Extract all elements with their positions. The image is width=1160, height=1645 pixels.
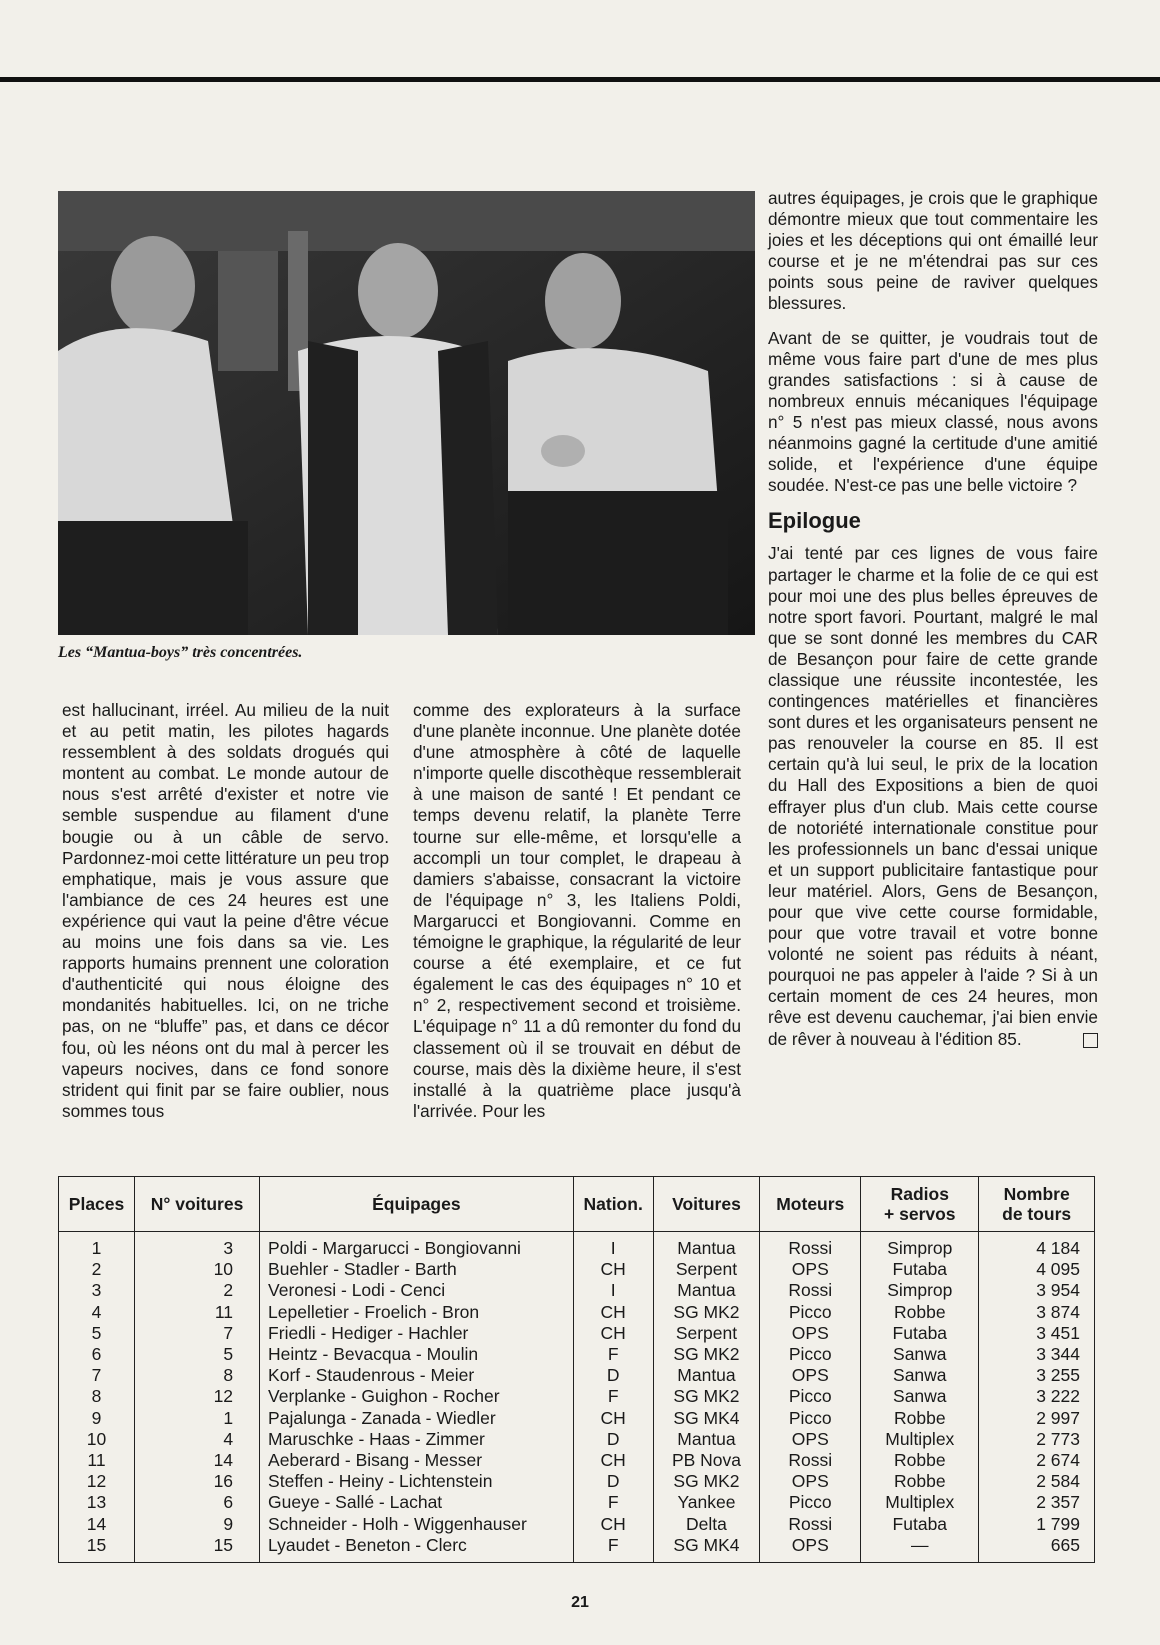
cell-teams: Poldi - Margarucci - Bongiovanni [260,1232,574,1260]
cell-radios: Robbe [861,1450,979,1471]
cell-cars: Delta [653,1514,760,1535]
cell-radios: Futaba [861,1323,979,1344]
photo-caption: Les “Mantua-boys” très concentrées. [58,644,303,661]
epilogue-heading: Epilogue [768,508,861,534]
cell-engines: Rossi [760,1232,861,1260]
cell-radios: Simprop [861,1232,979,1260]
table-row [59,1302,1095,1323]
cell-places: 11 [59,1450,135,1471]
cell-nation: F [573,1386,653,1407]
cell-car-number: 4 [135,1429,260,1450]
cell-laps: 3 255 [979,1365,1095,1386]
table-row [59,1471,1095,1492]
cell-cars: Serpent [653,1323,760,1344]
cell-teams: Buehler - Stadler - Barth [260,1259,574,1280]
cell-engines: Rossi [760,1280,861,1301]
cell-radios: Simprop [861,1280,979,1301]
cell-radios: Sanwa [861,1365,979,1386]
cell-radios: Robbe [861,1471,979,1492]
cell-places: 2 [59,1259,135,1280]
cell-cars: SG MK2 [653,1386,760,1407]
cell-teams: Pajalunga - Zanada - Wiedler [260,1408,574,1429]
cell-car-number: 11 [135,1302,260,1323]
photo-mantua-boys [58,191,755,635]
cell-places: 5 [59,1323,135,1344]
cell-radios: — [861,1535,979,1563]
cell-engines: Picco [760,1408,861,1429]
cell-car-number: 3 [135,1232,260,1260]
cell-places: 15 [59,1535,135,1563]
cell-car-number: 7 [135,1323,260,1344]
table-header-row [59,1177,1095,1232]
cell-radios: Futaba [861,1259,979,1280]
cell-car-number: 6 [135,1492,260,1513]
cell-radios: Robbe [861,1408,979,1429]
cell-places: 10 [59,1429,135,1450]
cell-nation: CH [573,1450,653,1471]
cell-teams: Veronesi - Lodi - Cenci [260,1280,574,1301]
cell-places: 6 [59,1344,135,1365]
cell-cars: SG MK2 [653,1344,760,1365]
cell-nation: CH [573,1408,653,1429]
cell-nation: CH [573,1323,653,1344]
cell-laps: 3 954 [979,1280,1095,1301]
cell-radios: Sanwa [861,1386,979,1407]
cell-nation: CH [573,1259,653,1280]
cell-engines: OPS [760,1259,861,1280]
table-row [59,1492,1095,1513]
cell-engines: Picco [760,1302,861,1323]
article-column-2 [413,700,741,1135]
cell-laps: 4 184 [979,1232,1095,1260]
cell-radios: Sanwa [861,1344,979,1365]
cell-nation: CH [573,1514,653,1535]
header-teams: Équipages [260,1177,574,1232]
cell-cars: Mantua [653,1280,760,1301]
cell-cars: SG MK4 [653,1535,760,1563]
cell-nation: D [573,1471,653,1492]
cell-cars: Mantua [653,1365,760,1386]
cell-engines: OPS [760,1471,861,1492]
table-row [59,1450,1095,1471]
header-laps: Nombre de tours [979,1177,1095,1232]
cell-engines: Picco [760,1386,861,1407]
cell-nation: D [573,1365,653,1386]
cell-cars: Serpent [653,1259,760,1280]
cell-teams: Lyaudet - Beneton - Clerc [260,1535,574,1563]
cell-places: 13 [59,1492,135,1513]
cell-laps: 3 874 [979,1302,1095,1323]
table-row [59,1365,1095,1386]
cell-laps: 3 344 [979,1344,1095,1365]
article-column-3 [768,188,1098,1063]
header-engines: Moteurs [760,1177,861,1232]
cell-car-number: 12 [135,1386,260,1407]
cell-cars: Yankee [653,1492,760,1513]
cell-radios: Robbe [861,1302,979,1323]
header-cars: Voitures [653,1177,760,1232]
header-places: Places [59,1177,135,1232]
cell-cars: Mantua [653,1429,760,1450]
cell-car-number: 16 [135,1471,260,1492]
table-row [59,1386,1095,1407]
end-mark-icon [1083,1033,1098,1048]
cell-car-number: 1 [135,1408,260,1429]
table-body [59,1232,1095,1563]
cell-places: 14 [59,1514,135,1535]
cell-cars: SG MK2 [653,1302,760,1323]
cell-teams: Friedli - Hediger - Hachler [260,1323,574,1344]
cell-places: 3 [59,1280,135,1301]
cell-laps: 2 357 [979,1492,1095,1513]
cell-teams: Lepelletier - Froelich - Bron [260,1302,574,1323]
header-nation: Nation. [573,1177,653,1232]
table-row [59,1259,1095,1280]
article-text-col3-p2: Avant de se quitter, je voudrais tout de même vous faire part d'une de mes plus grandes satisfactions : si à cause de nombreux ennuis mécaniques l'équipage n° 5 n'est pas mieux classé, nous avons néanmoins gagné la certitude d'une amitié solide, et l'expérience d'une équipe soudée. N'est-ce pas une belle victoire ? [768,327,1098,496]
cell-cars: SG MK2 [653,1471,760,1492]
page-number: 21 [571,1594,589,1611]
cell-places: 9 [59,1408,135,1429]
cell-engines: OPS [760,1365,861,1386]
cell-cars: Mantua [653,1232,760,1260]
cell-teams: Gueye - Sallé - Lachat [260,1492,574,1513]
table-row [59,1429,1095,1450]
cell-engines: Rossi [760,1450,861,1471]
cell-car-number: 15 [135,1535,260,1563]
cell-engines: OPS [760,1429,861,1450]
cell-laps: 665 [979,1535,1095,1563]
article-text-col2: comme des explorateurs à la surface d'une planète inconnue. Une planète dotée d'une atmosphère à côté de laquelle n'importe quelle discothèque ressemblerait à une maison de santé ! Et pendant ce temps devenu relatif, la planète Terre tourne sur elle-même, et lorsqu'elle a accompli un tour complet, le drapeau à damiers s'abaisse, consacrant la victoire de l'équipage n° 3, les Italiens Poldi, Margarucci et Bongiovanni. Comme en témoigne le graphique, la régularité de leur course a été exemplaire, et ce fut également le cas des équipages n° 10 et n° 2, respectivement second et troisième. L'équipage n° 11 a dû remonter du fond du classement où il se trouvait en début de course, mais dès la dixième heure, il s'est installé à la quatrième place jusqu'à l'arrivée. Pour les [413,700,741,1121]
cell-teams: Steffen - Heiny - Lichtenstein [260,1471,574,1492]
top-rule [0,77,1160,82]
cell-teams: Korf - Staudenrous - Meier [260,1365,574,1386]
cell-engines: Picco [760,1344,861,1365]
header-radios: Radios + servos [861,1177,979,1232]
cell-nation: F [573,1344,653,1365]
cell-car-number: 2 [135,1280,260,1301]
cell-nation: F [573,1535,653,1563]
cell-nation: D [573,1429,653,1450]
cell-car-number: 14 [135,1450,260,1471]
cell-radios: Multiplex [861,1492,979,1513]
cell-nation: F [573,1492,653,1513]
cell-radios: Multiplex [861,1429,979,1450]
header-car-number: N° voitures [135,1177,260,1232]
table-row [59,1535,1095,1563]
cell-laps: 2 584 [979,1471,1095,1492]
table-row [59,1344,1095,1365]
cell-cars: PB Nova [653,1450,760,1471]
cell-car-number: 8 [135,1365,260,1386]
cell-laps: 2 997 [979,1408,1095,1429]
cell-radios: Futaba [861,1514,979,1535]
cell-nation: I [573,1232,653,1260]
cell-places: 7 [59,1365,135,1386]
cell-laps: 3 222 [979,1386,1095,1407]
cell-laps: 4 095 [979,1259,1095,1280]
cell-teams: Schneider - Holh - Wiggenhauser [260,1514,574,1535]
cell-nation: CH [573,1302,653,1323]
cell-engines: Rossi [760,1514,861,1535]
cell-laps: 2 773 [979,1429,1095,1450]
results-table [58,1176,1095,1563]
cell-laps: 2 674 [979,1450,1095,1471]
cell-teams: Verplanke - Guighon - Rocher [260,1386,574,1407]
cell-car-number: 10 [135,1259,260,1280]
article-text-col3-p3 [768,543,1098,1049]
cell-laps: 1 799 [979,1514,1095,1535]
cell-teams: Heintz - Bevacqua - Moulin [260,1344,574,1365]
article-column-1 [62,700,389,1135]
table-row [59,1514,1095,1535]
cell-car-number: 9 [135,1514,260,1535]
table-row [59,1232,1095,1260]
table-row [59,1323,1095,1344]
cell-laps: 3 451 [979,1323,1095,1344]
cell-cars: SG MK4 [653,1408,760,1429]
cell-teams: Maruschke - Haas - Zimmer [260,1429,574,1450]
cell-engines: OPS [760,1535,861,1563]
table-row [59,1280,1095,1301]
cell-engines: OPS [760,1323,861,1344]
epilogue-text: J'ai tenté par ces lignes de vous faire partager le charme et la folie de ce qui est pour moi une des plus belles épreuves de notre sport favori. Pourtant, malgré le mal que se sont donné les membres du CAR de Besançon pour faire de cette grande classique une réussite incontestée, les contingences matérielles et financières sont dures et les organisateurs pensent ne pas renouveler la course en 85. Il est certain qu'à lui seul, le prix de la location du Hall des Expositions a bien de quoi effrayer plus d'un club. Mais cette course de notoriété internationale constitue pour les professionnels un banc d'essai unique et un support publicitaire fantastique pour leur matériel. Alors, Gens de Besançon, pour que vive cette course formidable, pour que votre travail et votre bonne volonté ne soient pas réduits à néant, pourquoi ne pas appeler à l'aide ? Si à un certain moment de ces 24 heures, mon rêve est devenu cauchemar, j'ai bien envie de rêver à nouveau à l'édition 85. [768,543,1098,1049]
cell-nation: I [573,1280,653,1301]
table-row [59,1408,1095,1429]
cell-teams: Aeberard - Bisang - Messer [260,1450,574,1471]
cell-engines: Picco [760,1492,861,1513]
cell-places: 4 [59,1302,135,1323]
cell-places: 8 [59,1386,135,1407]
cell-places: 12 [59,1471,135,1492]
cell-car-number: 5 [135,1344,260,1365]
cell-places: 1 [59,1232,135,1260]
article-text-col3-p1: autres équipages, je crois que le graphique démontre mieux que tout commentaire les joies et les déceptions qui ont émaillé leur course et je ne m'étendrai pas sur ces points sous peine de raviver quelques blessures. [768,188,1098,314]
article-text-col1: est hallucinant, irréel. Au milieu de la nuit et au petit matin, les pilotes hagards ressemblent à des soldats drogués qui montent au combat. Le monde autour de nous s'est arrêté d'exister et notre vie semble suspendue au filament d'une bougie ou à un câble de servo. Pardonnez-moi cette littérature un peu trop emphatique, mais je vous assure que l'ambiance de ces 24 heures est une expérience qui vaut la peine d'être vécue au moins une fois dans sa vie. Les rapports humains prennent une coloration d'authenticité qui nous éloigne des mondanités habituelles. Ici, on ne triche pas, on ne “bluffe” pas, et dans ce décor fou, où les néons ont du mal à percer les vapeurs nocives, dans ce fond sonore strident qui finit par se faire oublier, nous sommes tous [62,700,389,1121]
